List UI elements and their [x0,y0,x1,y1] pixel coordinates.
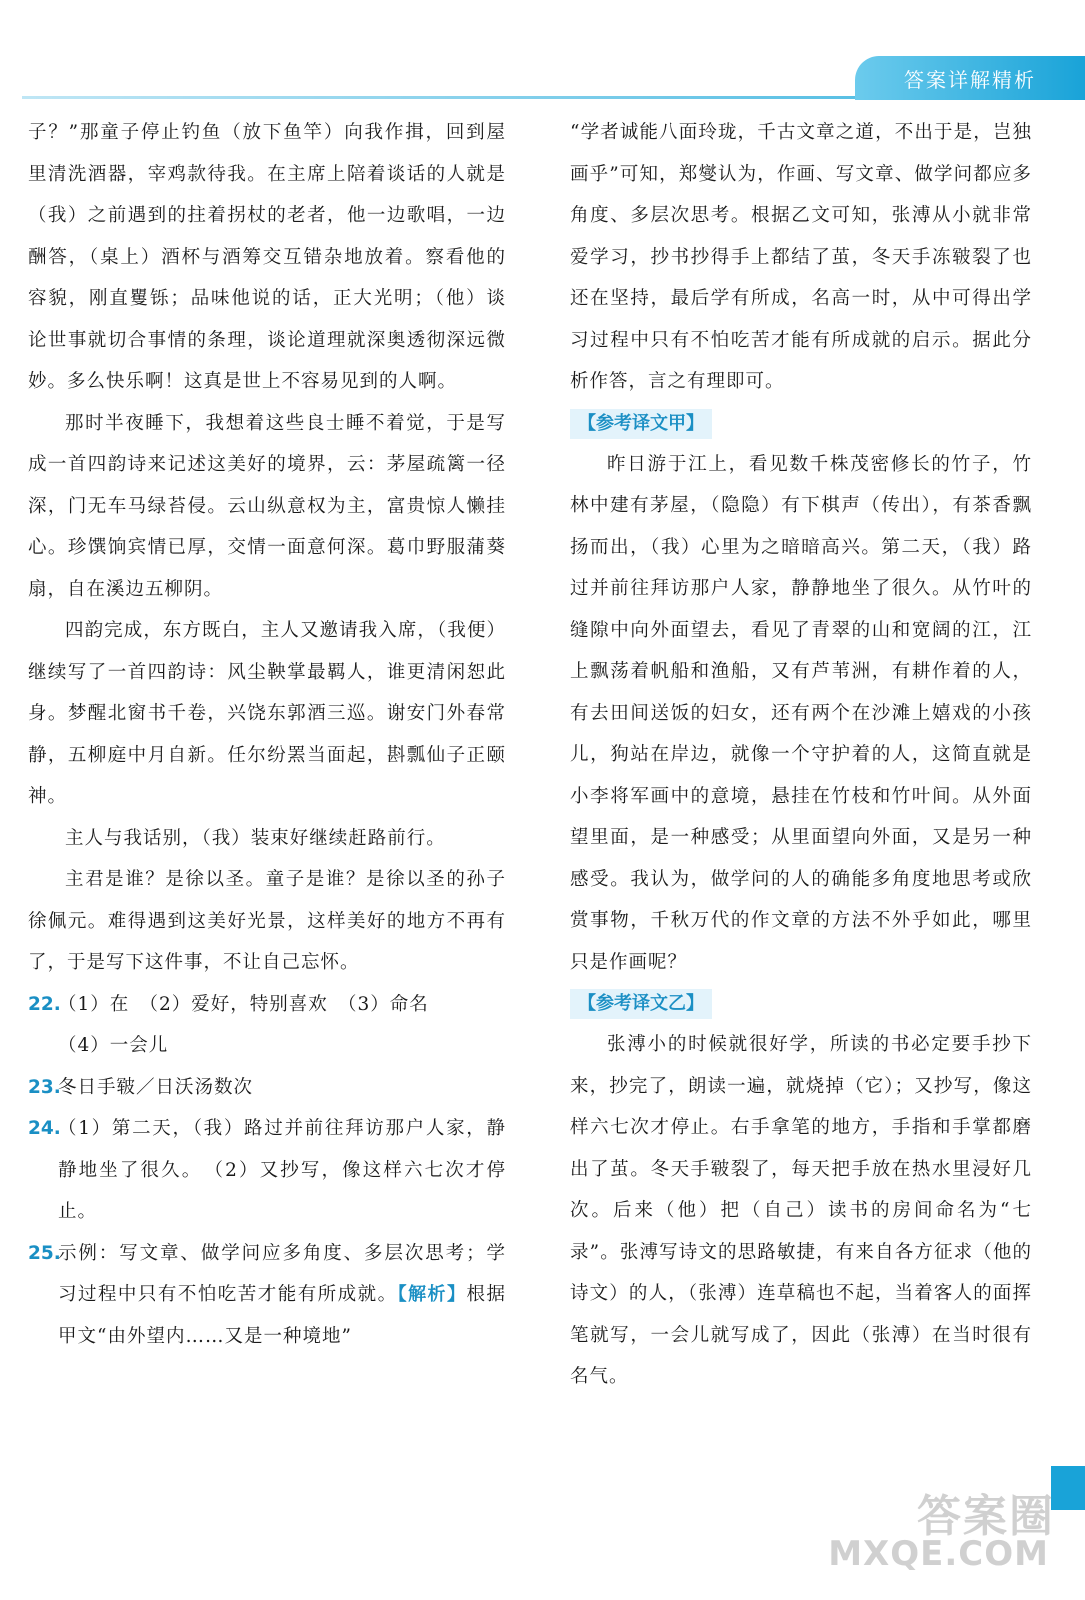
right-column [570,112,1032,1398]
answer-number: 24. [28,1118,61,1139]
answer-23 [28,1067,506,1109]
answer-number: 23. [28,1076,61,1098]
answer-text: 冬日手皲／日沃汤数次 [58,1076,254,1098]
answer-text: （1）在 （2）爱好，特别喜欢 （3）命名 [58,993,429,1015]
answer-text: （1）第二天，（我）路过并前往拜访那户人家，静静地坐了很久。 （2）又抄写，像这样六七次才停止。 [58,1118,506,1222]
answer-22 [28,984,506,1026]
answer-text [58,1233,506,1358]
answer-text-body: 示例：写文章、做学问应多角度、多层次思考；学习过程中只有不怕吃苦才能有所成就。 [58,1242,506,1305]
translation-paragraph: 主君是谁？是徐以圣。童子是谁？是徐以圣的孙子徐佩元。难得遇到这美好光景，这样美好的地方不再有了，于是写下这件事，不让自己忘怀。 [28,869,506,973]
header-title: 答案详解精析 [855,56,1085,100]
watermark-logo: 答案圈 [917,1491,1055,1542]
section-title-a: 【参考译文甲】 [570,409,712,439]
reference-translation-b: 张溥小的时候就很好学，所读的书必定要手抄下来，抄完了，朗读一遍，就烧掉（它）；又抄写，像这样六七次才停止。右手拿笔的地方，手指和手掌都磨出了茧。冬天手皲裂了，每天把手放在热水里浸好几次。后来（他）把（自己）读书的房间命名为“七录”。张溥写诗文的思路敏捷，有来自各方征求（他的诗文）的人，（张溥）连草稿也不起，当着客人的面挥笔就写，一会儿就写成了，因此（张溥）在当时很有名气。 [570,1034,1032,1387]
answer-number: 25. [28,1242,61,1264]
watermark-url: MXQE.COM [828,1534,1049,1574]
translation-paragraph: 那时半夜睡下，我想着这些良士睡不着觉，于是写成一首四韵诗来记述这美好的境界，云：茅屋疏篱一径深，门无车马绿苔侵。云山纵意权为主，富贵惊人懒挂心。珍馔饷宾情已厚，交情一面意何深。葛巾野服蒲葵扇，自在溪边五柳阴。 [28,412,506,600]
answer-24 [28,1108,506,1233]
translation-paragraph: 主人与我话别，（我）装束好继续赶路前行。 [65,827,446,849]
translation-paragraph: 子？”那童子停止钓鱼（放下鱼竿）向我作揖，回到屋里清洗酒器，宰鸡款待我。在主席上陪着谈话的人就是（我）之前遇到的拄着拐杖的老者，他一边歌唱，一边酬答，（桌上）酒杯与酒筹交互错杂地放着。察看他的容貌，刚直矍铄；品味他说的话，正大光明；（他）谈论世事就切合事情的条理，谈论道理就深奥透彻深远微妙。多么快乐啊！这真是世上不容易见到的人啊。 [28,122,506,392]
reference-translation-a: 昨日游于江上，看见数千株茂密修长的竹子，竹林中建有茅屋，（隐隐）有下棋声（传出），有茶香飘扬而出，（我）心里为之暗暗高兴。第二天，（我）路过并前往拜访那户人家，静静地坐了很久。从竹叶的缝隙中向外面望去，看见了青翠的山和宽阔的江，江上飘荡着帆船和渔船，又有芦苇洲，有耕作着的人，有去田间送饭的妇女，还有两个在沙滩上嬉戏的小孩儿，狗站在岸边，就像一个守护着的人，这简直就是小李将军画中的意境，悬挂在竹枝和竹叶间。从外面望里面，是一种感受；从里面望向外面，又是另一种感受。我认为，做学问的人的确能多角度地思考或欣赏事物，千秋万代的作文章的方法不外乎如此，哪里只是作画呢？ [570,453,1032,973]
analysis-continuation: “学者诚能八面玲珑，千古文章之道，不出于是，岂独画乎”可知，郑燮认为，作画、写文章、做学问都应多角度、多层次思考。根据乙文可知，张溥从小就非常爱学习，抄书抄得手上都结了茧，冬天手冻皲裂了也还在坚持，最后学有所成，名高一时，从中可得出学习过程中只有不怕吃苦才能有所成就的启示。据此分析作答，言之有理即可。 [570,122,1032,392]
page-edge-tab [1051,1466,1085,1510]
analysis-text: 根据甲文“由外望内……又是一种境地” [58,1284,506,1347]
answer-subitem: （4）一会儿 [58,1035,169,1056]
answer-25 [28,1233,506,1358]
translation-paragraph: 四韵完成，东方既白，主人又邀请我入席，（我便）继续写了一首四韵诗：风尘鞅掌最羁人，谁更清闲恕此身。梦醒北窗书千卷，兴饶东郭酒三巡。谢安门外春常静，五柳庭中月自新。任尔纷罴当面起，斟瓢仙子正颐神。 [28,620,506,807]
answer-number: 22. [28,993,61,1015]
section-title-b: 【参考译文乙】 [570,989,712,1019]
left-column [28,112,506,1357]
analysis-tag: 【解析】 [397,1284,467,1305]
